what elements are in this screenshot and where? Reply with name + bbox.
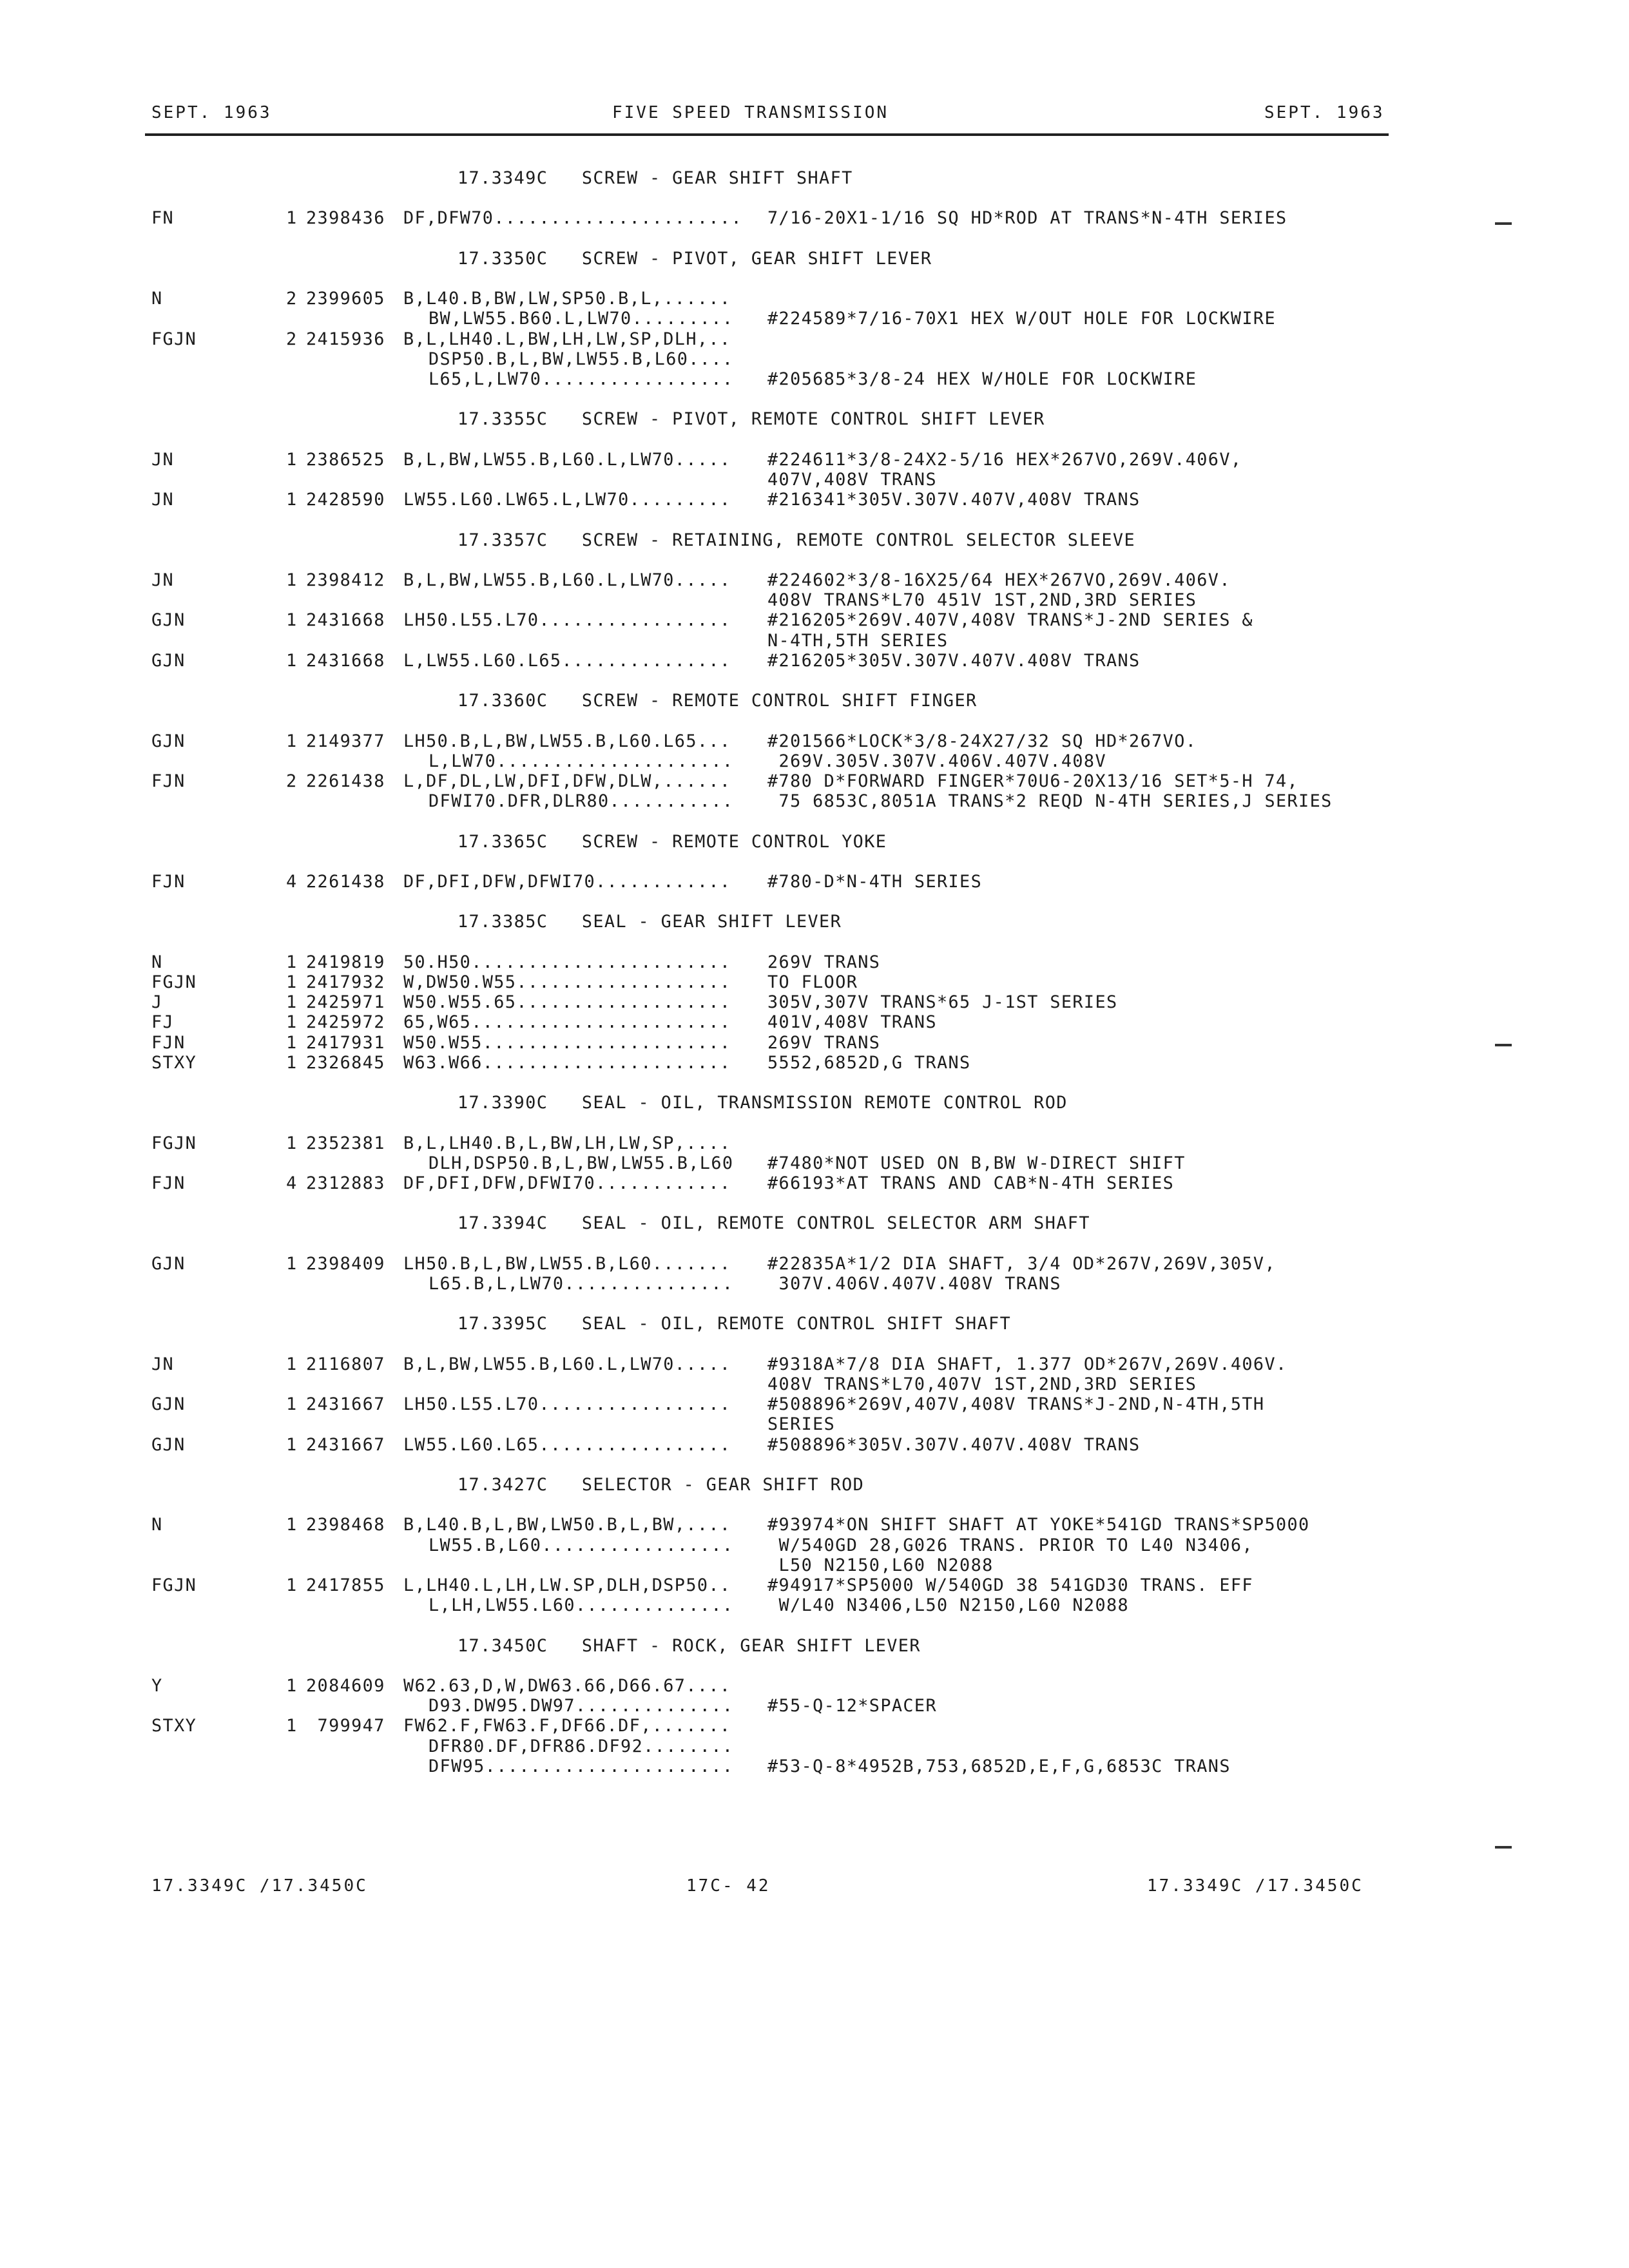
entry-part-number: 2428590 xyxy=(306,490,385,510)
entry-part-number: 2417932 xyxy=(306,972,385,992)
entry-part-number: 2431668 xyxy=(306,651,385,671)
entry-models: LW55.L60.L65................. xyxy=(403,1435,731,1455)
entry-code: FGJN xyxy=(151,1133,197,1153)
entry-description: #216205*269V.407V,408V TRANS*J-2ND SERIES & xyxy=(767,610,1253,630)
entry-models: W63.W66...................... xyxy=(403,1053,731,1073)
entry-description: 408V TRANS*L70,407V 1ST,2ND,3RD SERIES xyxy=(767,1374,1197,1394)
entry-models: W62.63,D,W,DW63.66,D66.67.... xyxy=(403,1676,731,1696)
entry-models: W50.W55...................... xyxy=(403,1033,731,1053)
entry-models: B,L,BW,LW55.B,L60.L,LW70..... xyxy=(403,1354,731,1374)
entry-models: D93.DW95.DW97.............. xyxy=(429,1696,734,1716)
entry-models: L65.B,L,LW70............... xyxy=(429,1274,734,1294)
entry-code: JN xyxy=(151,450,175,470)
entry-models: LH50.B,L,BW,LW55.B,L60.L65... xyxy=(403,731,731,751)
entry-quantity: 1 xyxy=(286,731,298,751)
section-heading: 17.3365C SCREW - REMOTE CONTROL YOKE xyxy=(458,832,887,852)
entry-part-number: 2417931 xyxy=(306,1033,385,1053)
entry-part-number: 2398436 xyxy=(306,208,385,228)
entry-quantity: 1 xyxy=(286,1033,298,1053)
entry-quantity: 1 xyxy=(286,1575,298,1595)
entry-quantity: 1 xyxy=(286,651,298,671)
entry-code: N xyxy=(151,1515,163,1535)
entry-quantity: 1 xyxy=(286,1133,298,1153)
entry-models: DFR80.DF,DFR86.DF92........ xyxy=(429,1736,734,1756)
entry-code: FJN xyxy=(151,1033,186,1053)
entry-part-number: 2431668 xyxy=(306,610,385,630)
margin-mark xyxy=(1495,222,1512,225)
footer-left: 17.3349C /17.3450C xyxy=(151,1876,368,1896)
entry-models: DFWI70.DFR,DLR80........... xyxy=(429,791,734,811)
section-heading: 17.3450C SHAFT - ROCK, GEAR SHIFT LEVER xyxy=(458,1636,921,1656)
entry-part-number: 799947 xyxy=(306,1716,385,1736)
entry-code: GJN xyxy=(151,1394,186,1414)
entry-description: SERIES xyxy=(767,1414,836,1434)
entry-description: #216341*305V.307V.407V,408V TRANS xyxy=(767,490,1141,510)
entry-quantity: 4 xyxy=(286,1173,298,1193)
entry-models: L,DF,DL,LW,DFI,DFW,DLW,...... xyxy=(403,771,731,791)
entry-description: 407V,408V TRANS xyxy=(767,470,937,490)
entry-description: #508896*269V,407V,408V TRANS*J-2ND,N-4TH,5TH xyxy=(767,1394,1265,1414)
entry-part-number: 2312883 xyxy=(306,1173,385,1193)
entry-models: B,L,BW,LW55.B,L60.L,LW70..... xyxy=(403,450,731,470)
entry-code: FJN xyxy=(151,1173,186,1193)
entry-quantity: 1 xyxy=(286,1354,298,1374)
entry-code: FN xyxy=(151,208,175,228)
entry-description: 305V,307V TRANS*65 J-1ST SERIES xyxy=(767,992,1118,1012)
entry-quantity: 1 xyxy=(286,610,298,630)
entry-part-number: 2425972 xyxy=(306,1012,385,1032)
entry-models: B,L40.B,BW,LW,SP50.B,L,...... xyxy=(403,289,731,309)
section-heading: 17.3350C SCREW - PIVOT, GEAR SHIFT LEVER xyxy=(458,249,932,269)
entry-description: L50 N2150,L60 N2088 xyxy=(767,1555,994,1575)
margin-mark xyxy=(1495,1044,1512,1046)
entry-description: 401V,408V TRANS xyxy=(767,1012,937,1032)
entry-quantity: 2 xyxy=(286,329,298,349)
entry-models: L,LH,LW55.L60.............. xyxy=(429,1595,734,1615)
entry-description: #66193*AT TRANS AND CAB*N-4TH SERIES xyxy=(767,1173,1175,1193)
header-left-date: SEPT. 1963 xyxy=(151,103,272,122)
entry-part-number: 2261438 xyxy=(306,872,385,892)
entry-part-number: 2386525 xyxy=(306,450,385,470)
entry-code: GJN xyxy=(151,651,186,671)
entry-models: FW62.F,FW63.F,DF66.DF,....... xyxy=(403,1716,731,1736)
entry-quantity: 1 xyxy=(286,1716,298,1736)
entry-description: #780 D*FORWARD FINGER*70U6-20X13/16 SET*5-H 74, xyxy=(767,771,1299,791)
entry-quantity: 1 xyxy=(286,490,298,510)
entry-part-number: 2417855 xyxy=(306,1575,385,1595)
entry-models: B,L40.B,L,BW,LW50.B,L,BW,.... xyxy=(403,1515,731,1535)
entry-quantity: 1 xyxy=(286,208,298,228)
entry-code: FJN xyxy=(151,771,186,791)
entry-models: W50.W55.65................... xyxy=(403,992,731,1012)
entry-description: #780-D*N-4TH SERIES xyxy=(767,872,983,892)
entry-models: DF,DFI,DFW,DFWI70............ xyxy=(403,872,731,892)
entry-quantity: 1 xyxy=(286,1394,298,1414)
entry-description: #201566*LOCK*3/8-24X27/32 SQ HD*267VO. xyxy=(767,731,1197,751)
entry-code: Y xyxy=(151,1676,163,1696)
section-heading: 17.3357C SCREW - RETAINING, REMOTE CONTROL SELECTOR SLEEVE xyxy=(458,530,1135,550)
entry-quantity: 2 xyxy=(286,289,298,309)
entry-part-number: 2419819 xyxy=(306,952,385,972)
entry-quantity: 1 xyxy=(286,450,298,470)
entry-part-number: 2398412 xyxy=(306,570,385,590)
entry-code: N xyxy=(151,289,163,309)
entry-description: 75 6853C,8051A TRANS*2 REQD N-4TH SERIES,J SERIES xyxy=(767,791,1333,811)
entry-quantity: 1 xyxy=(286,972,298,992)
entry-code: JN xyxy=(151,1354,175,1374)
entry-models: DF,DFI,DFW,DFWI70............ xyxy=(403,1173,731,1193)
entry-quantity: 1 xyxy=(286,1676,298,1696)
entry-description: TO FLOOR xyxy=(767,972,858,992)
entry-code: STXY xyxy=(151,1053,197,1073)
section-heading: 17.3394C SEAL - OIL, REMOTE CONTROL SELECTOR ARM SHAFT xyxy=(458,1213,1090,1233)
entry-models: L,LH40.L,LH,LW.SP,DLH,DSP50.. xyxy=(403,1575,731,1595)
entry-models: W,DW50.W55................... xyxy=(403,972,731,992)
section-heading: 17.3349C SCREW - GEAR SHIFT SHAFT xyxy=(458,168,853,188)
entry-description: 5552,6852D,G TRANS xyxy=(767,1053,971,1073)
section-heading: 17.3355C SCREW - PIVOT, REMOTE CONTROL SHIFT LEVER xyxy=(458,409,1045,429)
entry-description: #53-Q-8*4952B,753,6852D,E,F,G,6853C TRANS xyxy=(767,1756,1231,1776)
entry-description: 269V.305V.307V.406V.407V.408V xyxy=(767,751,1106,771)
entry-quantity: 1 xyxy=(286,1435,298,1455)
entry-code: FGJN xyxy=(151,1575,197,1595)
entry-code: J xyxy=(151,992,163,1012)
section-heading: 17.3427C SELECTOR - GEAR SHIFT ROD xyxy=(458,1475,865,1495)
entry-code: N xyxy=(151,952,163,972)
entry-quantity: 1 xyxy=(286,1053,298,1073)
entry-models: DSP50.B,L,BW,LW55.B,L60.... xyxy=(429,349,734,369)
entry-models: L,LW55.L60.L65............... xyxy=(403,651,731,671)
entry-models: LH50.B,L,BW,LW55.B,L60....... xyxy=(403,1254,731,1274)
entry-models: B,L,LH40.L,BW,LH,LW,SP,DLH,.. xyxy=(403,329,731,349)
entry-models: 65,W65....................... xyxy=(403,1012,731,1032)
entry-part-number: 2398409 xyxy=(306,1254,385,1274)
entry-description: 269V TRANS xyxy=(767,952,881,972)
entry-quantity: 1 xyxy=(286,952,298,972)
section-heading: 17.3360C SCREW - REMOTE CONTROL SHIFT FINGER xyxy=(458,691,978,711)
entry-models: B,L,BW,LW55.B,L60.L,LW70..... xyxy=(403,570,731,590)
entry-quantity: 1 xyxy=(286,1254,298,1274)
entry-part-number: 2425971 xyxy=(306,992,385,1012)
entry-code: GJN xyxy=(151,1254,186,1274)
entry-quantity: 4 xyxy=(286,872,298,892)
entry-code: GJN xyxy=(151,610,186,630)
entry-description: #224589*7/16-70X1 HEX W/OUT HOLE FOR LOCKWIRE xyxy=(767,309,1276,329)
entry-models: DFW95...................... xyxy=(429,1756,734,1776)
entry-models: BW,LW55.B60.L,LW70......... xyxy=(429,309,734,329)
entry-models: LW55.L60.LW65.L,LW70......... xyxy=(403,490,731,510)
entry-code: FJ xyxy=(151,1012,175,1032)
entry-description: #94917*SP5000 W/540GD 38 541GD30 TRANS. EFF xyxy=(767,1575,1253,1595)
entry-models: L65,L,LW70................. xyxy=(429,369,734,389)
entry-description: 269V TRANS xyxy=(767,1033,881,1053)
entry-description: #22835A*1/2 DIA SHAFT, 3/4 OD*267V,269V,305V, xyxy=(767,1254,1276,1274)
entry-models: LW55.B,L60................. xyxy=(429,1535,734,1555)
entry-description: W/L40 N3406,L50 N2150,L60 N2088 xyxy=(767,1595,1130,1615)
entry-code: FGJN xyxy=(151,972,197,992)
entry-code: FJN xyxy=(151,872,186,892)
entry-part-number: 2352381 xyxy=(306,1133,385,1153)
section-heading: 17.3385C SEAL - GEAR SHIFT LEVER xyxy=(458,912,842,932)
entry-quantity: 1 xyxy=(286,992,298,1012)
margin-mark xyxy=(1495,1846,1512,1849)
entry-models: L,LW70..................... xyxy=(429,751,734,771)
entry-description: #205685*3/8-24 HEX W/HOLE FOR LOCKWIRE xyxy=(767,369,1197,389)
footer-right: 17.3349C /17.3450C xyxy=(1147,1876,1364,1896)
entry-description: #224602*3/8-16X25/64 HEX*267VO,269V.406V. xyxy=(767,570,1231,590)
entry-part-number: 2398468 xyxy=(306,1515,385,1535)
entry-code: FGJN xyxy=(151,329,197,349)
entry-part-number: 2431667 xyxy=(306,1435,385,1455)
entry-models: LH50.L55.L70................. xyxy=(403,1394,731,1414)
entry-code: JN xyxy=(151,570,175,590)
entry-quantity: 1 xyxy=(286,1515,298,1535)
entry-models: LH50.L55.L70................. xyxy=(403,610,731,630)
entry-code: GJN xyxy=(151,1435,186,1455)
entry-part-number: 2431667 xyxy=(306,1394,385,1414)
entry-code: STXY xyxy=(151,1716,197,1736)
entry-description: #93974*ON SHIFT SHAFT AT YOKE*541GD TRANS*SP5000 xyxy=(767,1515,1310,1535)
section-heading: 17.3395C SEAL - OIL, REMOTE CONTROL SHIFT SHAFT xyxy=(458,1314,1012,1334)
entry-models: DF,DFW70...................... xyxy=(403,208,742,228)
section-heading: 17.3390C SEAL - OIL, TRANSMISSION REMOTE CONTROL ROD xyxy=(458,1093,1068,1113)
entry-description: #216205*305V.307V.407V.408V TRANS xyxy=(767,651,1141,671)
entry-quantity: 1 xyxy=(286,1012,298,1032)
entry-description: 7/16-20X1-1/16 SQ HD*ROD AT TRANS*N-4TH SERIES xyxy=(767,208,1287,228)
entry-description: 408V TRANS*L70 451V 1ST,2ND,3RD SERIES xyxy=(767,590,1197,610)
entry-description: N-4TH,5TH SERIES xyxy=(767,631,949,651)
entry-models: B,L,LH40.B,L,BW,LH,LW,SP,.... xyxy=(403,1133,731,1153)
entry-description: W/540GD 28,G026 TRANS. PRIOR TO L40 N3406, xyxy=(767,1535,1253,1555)
entry-models: 50.H50....................... xyxy=(403,952,731,972)
entry-description: #7480*NOT USED ON B,BW W-DIRECT SHIFT xyxy=(767,1153,1186,1173)
header-right-date: SEPT. 1963 xyxy=(1264,103,1385,122)
entry-part-number: 2149377 xyxy=(306,731,385,751)
entry-description: #9318A*7/8 DIA SHAFT, 1.377 OD*267V,269V.406V. xyxy=(767,1354,1287,1374)
header-rule xyxy=(145,133,1389,136)
entry-part-number: 2399605 xyxy=(306,289,385,309)
entry-description: #55-Q-12*SPACER xyxy=(767,1696,937,1716)
entry-code: GJN xyxy=(151,731,186,751)
entry-description: 307V.406V.407V.408V TRANS xyxy=(767,1274,1061,1294)
entry-models: DLH,DSP50.B,L,BW,LW55.B,L60 xyxy=(429,1153,734,1173)
entry-part-number: 2415936 xyxy=(306,329,385,349)
entry-part-number: 2261438 xyxy=(306,771,385,791)
header-title: FIVE SPEED TRANSMISSION xyxy=(612,103,889,122)
entry-description: #508896*305V.307V.407V.408V TRANS xyxy=(767,1435,1141,1455)
entry-part-number: 2084609 xyxy=(306,1676,385,1696)
entry-part-number: 2116807 xyxy=(306,1354,385,1374)
footer-page-number: 17C- 42 xyxy=(686,1876,771,1896)
entry-part-number: 2326845 xyxy=(306,1053,385,1073)
entry-code: JN xyxy=(151,490,175,510)
entry-description: #224611*3/8-24X2-5/16 HEX*267VO,269V.406V, xyxy=(767,450,1242,470)
entry-quantity: 1 xyxy=(286,570,298,590)
entry-quantity: 2 xyxy=(286,771,298,791)
